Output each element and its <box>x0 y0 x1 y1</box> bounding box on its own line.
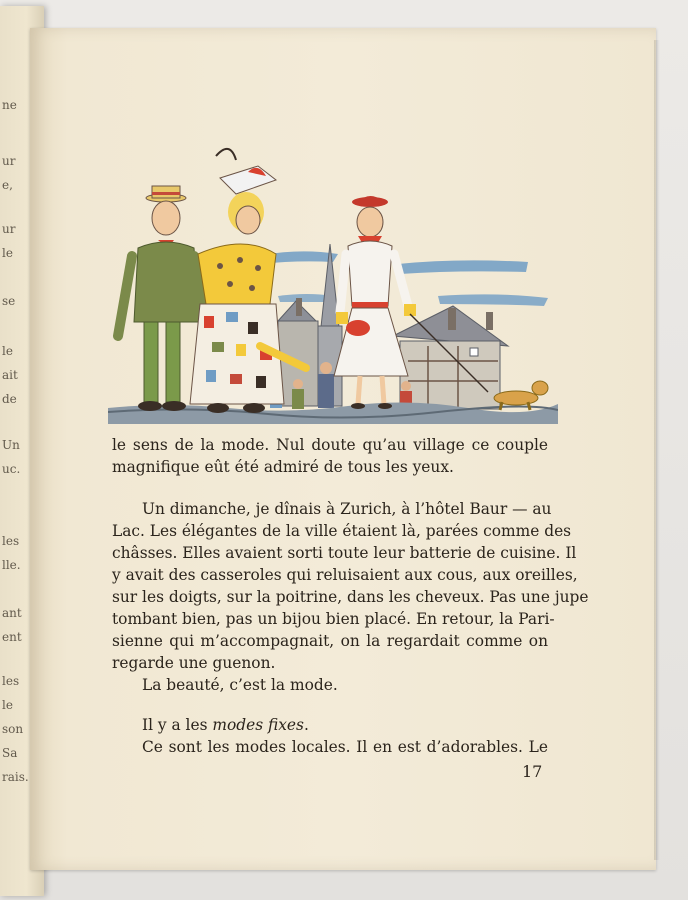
page-edge-shadow <box>654 40 660 860</box>
text-line: sur les doigts, sur la poitrine, dans les cheveux. Pas une jupe <box>112 588 589 606</box>
edge-word: ant <box>2 606 22 620</box>
text-line <box>112 714 548 736</box>
page-number: 17 <box>522 762 543 781</box>
text-line: Un dimanche, je dînais à Zurich, à l’hôtel Baur — au <box>142 500 552 518</box>
text-suffix: . <box>303 716 309 734</box>
edge-word: se <box>2 294 16 308</box>
edge-word: ent <box>2 630 22 644</box>
village-couple-illustration <box>108 136 558 424</box>
text-line: le sens de la mode. Nul doute qu’au village ce couple <box>112 436 548 454</box>
edge-word: les <box>2 534 20 548</box>
text-line: Ce sont les modes locales. Il en est d’adorables. Le <box>142 738 548 756</box>
edge-word: le <box>2 344 13 358</box>
edge-word: uc. <box>2 462 21 476</box>
edge-word: Sa <box>2 746 18 760</box>
text-line: tombant bien, pas un bijou bien placé. En retour, la Pari- <box>112 610 555 628</box>
text-line: châsses. Elles avaient sorti toute leur batterie de cuisine. Il <box>112 544 577 562</box>
edge-word: Un <box>2 438 20 452</box>
paragraph-zurich <box>112 498 589 696</box>
edge-word: de <box>2 392 17 406</box>
sky-stroke <box>438 294 548 306</box>
edge-word: le <box>2 698 13 712</box>
text-line: magnifique eût été admiré de tous les yeux. <box>112 458 454 476</box>
edge-word: ur <box>2 154 16 168</box>
text-line: sienne qui m’accompagnait, on la regardait comme on <box>112 632 548 650</box>
paragraph-modes-fixes <box>112 714 548 758</box>
italic-term: modes fixes <box>212 716 304 734</box>
text-line: regarde une guenon. <box>112 654 276 672</box>
edge-word: son <box>2 722 24 736</box>
edge-word: le <box>2 246 13 260</box>
paragraph-continuation <box>112 434 548 478</box>
man-figure <box>118 186 204 411</box>
text-line: y avait des casseroles qui reluisaient aux cous, aux oreilles, <box>112 566 578 584</box>
sky-stroke <box>398 260 528 274</box>
edge-word: ur <box>2 222 16 236</box>
text-line: La beauté, c’est la mode. <box>142 676 338 694</box>
text-prefix: Il y a les <box>142 716 213 734</box>
edge-word: e, <box>2 178 13 192</box>
edge-word: rais. <box>2 770 29 784</box>
edge-word: lle. <box>2 558 21 572</box>
edge-word: ne <box>2 98 17 112</box>
edge-word: ait <box>2 368 18 382</box>
edge-word: les <box>2 674 20 688</box>
text-line: Lac. Les élégantes de la ville étaient là, parées comme des <box>112 522 572 540</box>
